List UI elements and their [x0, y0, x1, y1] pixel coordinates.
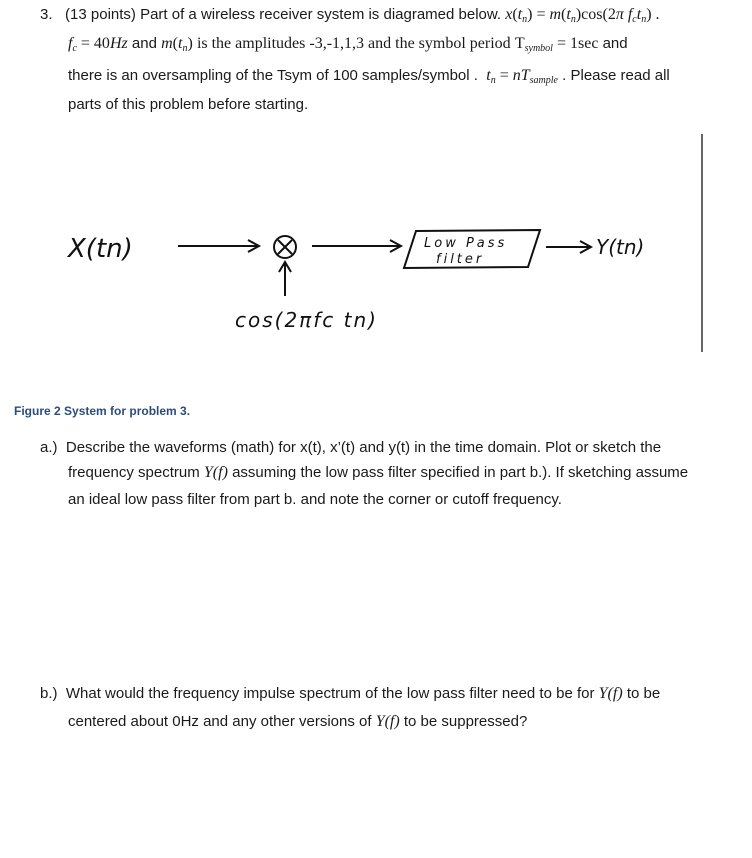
problem-intro: Part of a wireless receiver system is diagramed below. [140, 6, 502, 23]
input-label: X(tn) [68, 234, 133, 264]
before-start-text: parts of this problem before starting. [68, 96, 309, 113]
fc-equation: $f_c = 40Hz$ [68, 35, 128, 54]
part-b-text-1-pre: What would the frequency impulse spectrum of the low pass filter need to be for [65, 685, 595, 702]
m-of-t: $m(t_n)$ [161, 35, 193, 54]
arrow-lpf-to-output [546, 241, 591, 253]
part-b-line-2 [68, 712, 527, 732]
arrow-mixer-to-lpf [312, 240, 401, 252]
tsym-equation: $T_{symbol} = 1\sec$ [514, 35, 599, 54]
read-all-text: . Please read all [562, 67, 670, 84]
oscillator-label: cos(2πfc tn) [235, 308, 378, 332]
problem-line-3 [68, 66, 670, 91]
output-label: Y(tn) [596, 235, 645, 259]
part-a-line-3 [68, 490, 562, 510]
part-a-math-yf: Y(f) [203, 464, 228, 481]
amplitude-text: is the amplitudes -3,-1,1,3 and the symbol period [196, 35, 511, 52]
problem-number: 3. [40, 6, 53, 23]
and-2: and [602, 35, 628, 52]
figure-caption: Figure 2 System for problem 3. [14, 404, 191, 418]
part-a-text-2-pre: frequency spectrum [68, 464, 200, 481]
part-b-text-2-pre: centered about 0Hz and any other versions of [68, 713, 372, 730]
problem-line-2 [68, 34, 628, 59]
and-1: and [131, 35, 157, 52]
part-b-math-yf-2: Y(f) [375, 713, 400, 730]
block-diagram [0, 120, 752, 370]
problem-line-4 [68, 95, 308, 115]
arrow-input-to-mixer [178, 240, 259, 252]
part-a-text-2-post: assuming the low pass filter specified in part b.). If sketching assume [232, 464, 689, 481]
mixer-icon [274, 236, 296, 258]
part-b-text-1-post: to be [626, 685, 661, 702]
part-b-math-yf-1: Y(f) [598, 685, 623, 702]
part-b-label: b.) [40, 685, 58, 702]
signal-equation: $x(t_n) = m(t_n)\cos(2\pi$ $f_ct_n$) . [505, 6, 660, 25]
tn-equation: $t_n = nT_{sample}$ [486, 67, 558, 86]
problem-points: (13 points) [65, 6, 136, 23]
lpf-label-1: Low Pass [424, 236, 508, 251]
lpf-label-2: filter [436, 252, 485, 267]
arrow-oscillator-to-mixer [279, 262, 291, 296]
part-a-line-2 [68, 463, 688, 483]
problem-line-1 [40, 5, 660, 30]
low-pass-filter-block [404, 230, 540, 268]
part-a-label: a.) [40, 439, 58, 456]
part-b-line-1 [40, 684, 660, 704]
part-a-text-1: Describe the waveforms (math) for x(t), x’(t) and y(t) in the time domain. Plot or sketch the [65, 439, 662, 456]
part-a-text-3: an ideal low pass filter from part b. and note the corner or cutoff frequency. [68, 491, 562, 508]
part-a-line-1 [40, 438, 661, 458]
part-b-text-2-post: to be suppressed? [403, 713, 528, 730]
oversampling-text: there is an oversampling of the Tsym of 100 samples/symbol . [68, 67, 478, 84]
